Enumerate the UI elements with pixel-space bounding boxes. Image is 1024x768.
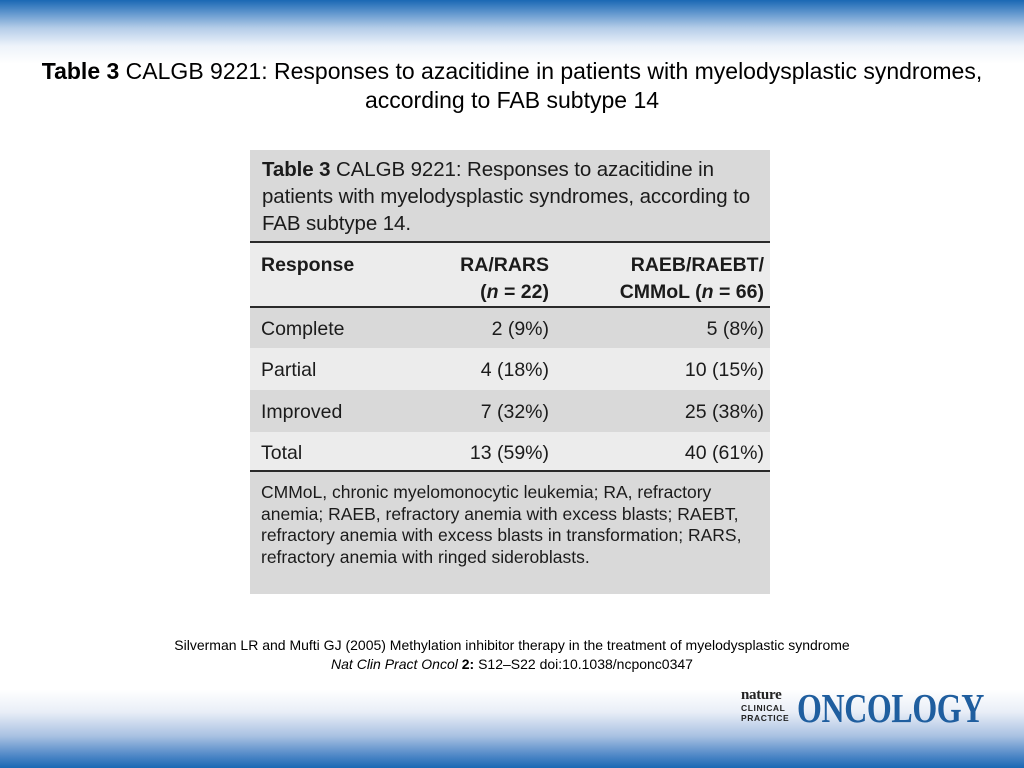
row-partial-label: Partial: [261, 359, 317, 381]
row-complete-ra: 2 (9%): [491, 318, 549, 340]
logo-publisher: [741, 688, 793, 723]
row-partial-ra: 4 (18%): [480, 359, 549, 381]
citation-pages-doi: S12–S22 doi:10.1038/ncponc0347: [474, 656, 693, 672]
logo-nature: nature: [741, 687, 782, 703]
header-raeb: [620, 252, 764, 306]
row-improved-ra: 7 (32%): [480, 401, 549, 423]
header-raeb-count: = 66): [713, 281, 764, 303]
row-total-raeb: 40 (61%): [684, 442, 764, 464]
header-ra-rars: [460, 252, 549, 306]
header-ra-count: = 22): [498, 281, 549, 303]
row-improved-raeb: 25 (38%): [684, 401, 764, 423]
row-total-ra: 13 (59%): [469, 442, 549, 464]
slide-title-text: CALGB 9221: Responses to azacitidine in patients with myelodysplastic syndromes, according to FAB subtype 14: [119, 58, 983, 113]
table-footnote: CMMoL, chronic myelomonocytic leukemia; RA, refractory anemia; RAEB, refractory anemia with excess blasts; RAEBT, refractory anemia with excess blasts in transformation; RARS, refractory anemia with ringed sideroblasts.: [261, 482, 742, 567]
logo-practice: PRACTICE: [741, 713, 790, 723]
header-raeb-line2: [620, 279, 764, 306]
slide-title: [40, 57, 984, 115]
header-raeb-line1: RAEB/RAEBT/: [630, 254, 764, 276]
header-response: Response: [261, 254, 355, 276]
header-ra-line2: [460, 279, 549, 306]
table-caption: [262, 156, 767, 237]
citation: [40, 636, 984, 674]
logo-clinical: CLINICAL: [741, 703, 786, 713]
header-ra-paren: (: [480, 281, 487, 303]
header-ra-n: n: [486, 281, 499, 303]
rule-bottom: [250, 470, 770, 472]
citation-line2: [40, 655, 984, 674]
citation-volume: 2:: [457, 656, 475, 672]
logo-oncology: ONCOLOGY: [797, 685, 985, 731]
row-total-label: Total: [261, 442, 303, 464]
header-ra-line1: RA/RARS: [460, 254, 549, 276]
row-complete-raeb: 5 (8%): [706, 318, 764, 340]
table-caption-lead: Table 3: [262, 158, 331, 181]
citation-line1: Silverman LR and Mufti GJ (2005) Methylation inhibitor therapy in the treatment of myelodysplastic syndrome: [174, 637, 850, 653]
slide-title-lead: Table 3: [41, 58, 120, 84]
header-raeb-n: n: [701, 281, 714, 303]
table-figure: [250, 150, 770, 594]
citation-journal: Nat Clin Pract Oncol: [331, 656, 458, 672]
row-improved-label: Improved: [261, 401, 343, 423]
row-complete-label: Complete: [261, 318, 345, 340]
table-caption-text: CALGB 9221: Responses to azacitidine in patients with myelodysplastic syndromes, according to FAB subtype 14.: [262, 158, 751, 235]
row-partial-raeb: 10 (15%): [684, 359, 764, 381]
header-raeb-prefix: CMMoL (: [619, 281, 702, 303]
